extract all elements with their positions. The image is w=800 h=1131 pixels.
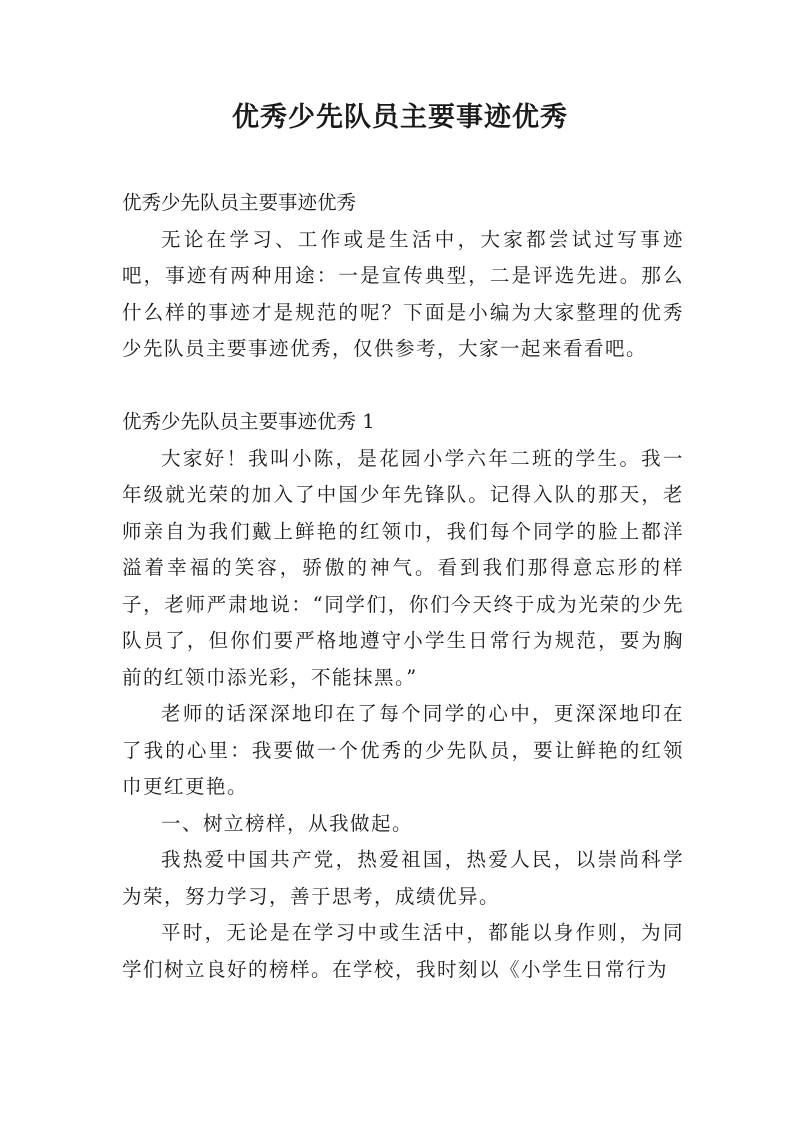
section-heading: 优秀少先队员主要事迹优秀 1 — [122, 410, 375, 433]
section-spacer — [122, 368, 684, 405]
body-paragraph: 平时，无论是在学习中或生活中，都能以身作则，为同学们树立良好的榜样。在学校，我时刻以《小学生日常行为 — [122, 921, 684, 981]
document-body — [122, 185, 684, 988]
document-title: 优秀少先队员主要事迹优秀 — [232, 102, 568, 133]
intro-heading: 优秀少先队员主要事迹优秀 — [122, 191, 357, 214]
list-heading: 一、树立榜样，从我做起。 — [161, 811, 414, 835]
intro-paragraph: 无论在学习、工作或是生活中，大家都尝试过写事迹吧，事迹有两种用途：一是宣传典型，二是评选先进。那么什么样的事迹才是规范的呢？下面是小编为大家整理的优秀少先队员主要事迹优秀，仅供参考，大家一起来看看吧。 — [122, 227, 684, 360]
body-paragraph: 我热爱中国共产党，热爱祖国，热爱人民，以崇尚科学为荣，努力学习，善于思考，成绩优异。 — [122, 848, 684, 908]
body-paragraph: 大家好！我叫小陈，是花园小学六年二班的学生。我一年级就光荣的加入了中国少年先锋队。记得入队的那天，老师亲自为我们戴上鲜艳的红领巾，我们每个同学的脸上都洋溢着幸福的笑容，骄傲的神气。看到我们那得意忘形的样子，老师严肃地说：“同学们，你们今天终于成为光荣的少先队员了，但你们要严格地遵守小学生日常行为规范，要为胸前的红领巾添光彩，不能抹黑。” — [122, 446, 684, 689]
body-paragraph: 老师的话深深地印在了每个同学的心中，更深深地印在了我的心里：我要做一个优秀的少先队员，要让鲜艳的红领巾更红更艳。 — [122, 702, 684, 798]
